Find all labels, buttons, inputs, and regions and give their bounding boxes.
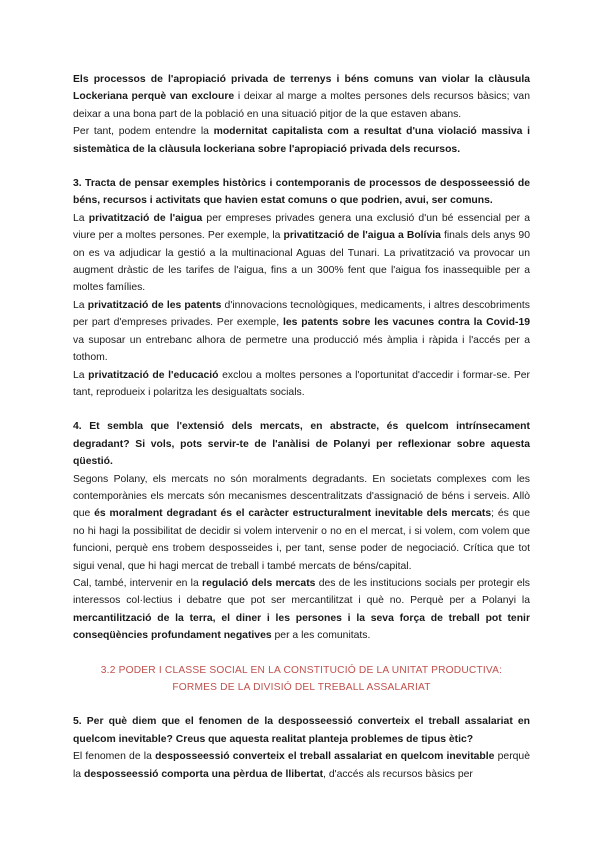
question-4: 4. Et sembla que l'extensió dels mercats, en abstracte, és quelcom intrínsecament degradant? Si vols, pots servir-te de l'anàlisi de Polanyi per reflexionar sobre aquesta qüestió.	[73, 421, 530, 468]
text-run: va suposar un entrebanc alhora de permetre una producció més àmplia i ràpida i l'accés per a tothom.	[73, 334, 530, 364]
paragraph	[73, 71, 530, 123]
text-run: perquè la	[73, 751, 530, 780]
document-body	[73, 71, 530, 783]
text-run: Segons Polany, els mercats no són moralments degradants. En societats complexes com les contemporànies els mercats són mecanismes descentralitzats d'assignació de béns i serveis. Allò que	[73, 473, 530, 520]
answer-paragraph	[73, 210, 530, 297]
text-run: d'innovacions tecnològiques, medicaments, i altres descobriments per part d'empreses privades. Per exemple,	[73, 299, 531, 329]
text-run: La	[73, 299, 88, 311]
section-heading: 3.2 PODER I CLASSE SOCIAL EN LA CONSTITUCIÓ DE LA UNITAT PRODUCTIVA:	[100, 664, 503, 676]
text-run: per empreses privades genera una exclusió d'un bé essencial per a viure per a moltes persones. Per exemple, la	[73, 212, 531, 242]
text-run: El fenomen de la	[73, 751, 156, 763]
bold-text-run: privatització de les patents	[87, 299, 222, 311]
text-run: La	[73, 369, 89, 381]
section-heading: FORMES DE LA DIVISIÓ DEL TREBALL ASSALARIAT	[172, 682, 431, 693]
bold-text-run: regulació dels mercats	[202, 577, 316, 589]
bold-text-run: les patents sobre les vacunes contra la Covid-19	[282, 317, 531, 329]
bold-text-run: és moralment degradant és el caràcter estructuralment inevitable dels mercats	[94, 508, 492, 520]
text-run: Cal, també, intervenir en la	[73, 577, 203, 589]
bold-text-run: modernitat capitalista com a resultat d'una violació massiva i sistemàtica de la clàusula lockeriana sobre l'apropiació privada dels recursos.	[73, 126, 530, 155]
bold-text-run: privatització de l'educació	[88, 369, 219, 381]
paragraph	[73, 123, 530, 158]
bold-text-run: mercantilització de la terra, el diner i les persones i la seva força de treball pot tenir conseqüències profundament negatives	[73, 612, 530, 642]
bold-text-run: desposseessió comporta una pèrdua de llibertat	[83, 768, 324, 780]
text-run: Per tant, podem entendre la	[73, 126, 214, 138]
text-run: La	[73, 212, 89, 224]
text-run: i deixar al marge a moltes persones dels recursos bàsics; van deixar a una bona part de la població en una situació pitjor de la que estaven abans.	[73, 91, 530, 120]
bold-text-run: privatització de l'aigua	[88, 212, 203, 224]
question-5: 5. Per què diem que el fenomen de la desposseessió converteix el treball assalariat en quelcom inevitable? Creus que aquesta realitat planteja problemes de tipus ètic?	[73, 716, 530, 745]
text-run: , d'accés als recursos bàsics per	[323, 768, 473, 780]
answer-paragraph	[73, 748, 530, 783]
bold-text-run: privatització de l'aigua a Bolívia	[283, 230, 441, 242]
text-run: ; és que no hi hagi la possibilitat de decidir si volem intervenir o no en el mercat, i si volem, com volem que funcioni, perquè ens trobem desposseides i, per tant, sense poder de negociació. Crítica que tot sigui venal, que hi hagi mercat de treball i també mercats de béns/capital.	[73, 508, 530, 572]
answer-paragraph	[73, 471, 530, 575]
bold-text-run: Els processos de l'apropiació privada de terrenys i béns comuns van violar la clàusula Lockeriana perquè van excloure	[73, 74, 530, 103]
answer-paragraph	[73, 297, 530, 367]
bold-text-run: desposseessió converteix el treball assalariat en quelcom inevitable	[155, 751, 495, 763]
answer-paragraph	[73, 367, 530, 402]
text-run: des de les institucions socials per protegir els interessos col·lectius i debatre que pot ser mercantilitzat i què no. Perquè per a Polanyi la	[73, 577, 530, 607]
text-run: per a les comunitats.	[271, 630, 371, 642]
text-run: exclou a moltes persones a l'oportunitat d'accedir i formar-se. Per tant, reprodueix i polaritza les desigualtats socials.	[73, 369, 530, 398]
text-run: finals dels anys 90 on es va adjudicar la gestió a la multinacional Aguas del Tunari. La privatització va provocar un augment dràstic de les tarifes de l'aigua, fins a un 300% fent que l'aigua fos inassequible per a moltes famílies.	[73, 230, 530, 294]
answer-paragraph	[73, 575, 530, 645]
question-3: 3. Tracta de pensar exemples històrics i contemporanis de processos de desposseessió de béns, recursos i activitats que havien estat comuns o que podrien, avui, ser comuns.	[73, 178, 530, 207]
